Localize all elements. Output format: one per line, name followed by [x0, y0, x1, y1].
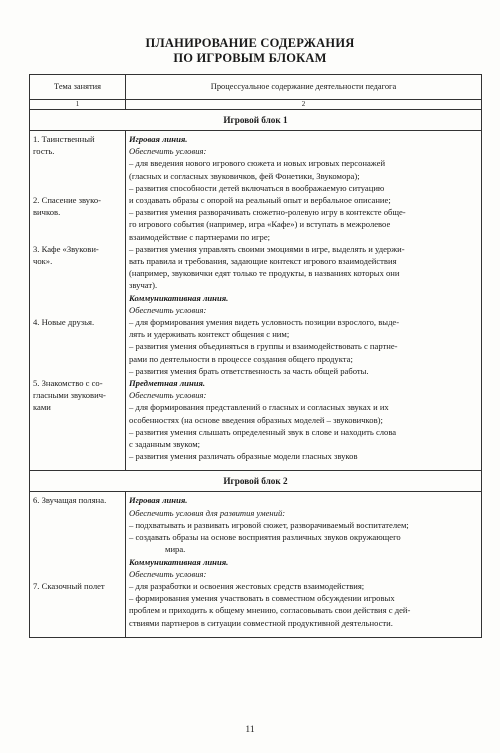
topic-line: 3. Кафе «Звукови-	[33, 243, 99, 254]
conditions-heading: Обеспечить условия для развития умений:	[129, 507, 286, 518]
content-line: – развития умения разворачивать сюжетно-ролевую игру в контексте обще-	[129, 207, 406, 218]
content-line: – подхватывать и развивать игровой сюжет, разворачиваемый воспитателем;	[129, 519, 409, 530]
line-heading: Коммуникативная линия.	[129, 292, 229, 303]
topics-cell	[30, 492, 126, 637]
content-cell	[126, 492, 482, 637]
content-line: звучат).	[129, 280, 158, 291]
topic-line: 6. Звучащая поляна.	[33, 495, 107, 506]
content-line: – развития умения различать образные модели гласных звуков	[129, 451, 358, 462]
topic-line: 4. Новые друзья.	[33, 317, 95, 327]
page-title	[0, 36, 500, 66]
content-line: – для формирования представлений о гласных и согласных звуках и их	[129, 402, 389, 413]
topic-item	[33, 580, 123, 592]
header-topic: Тема занятия	[30, 75, 126, 100]
content-line: – развития умения слышать определенный звук в слове и находить слова	[129, 426, 397, 437]
content-line: – развития умения объединяться в группы и взаимодействовать с партне-	[129, 341, 398, 352]
topic-item	[33, 243, 123, 267]
content-line: – для формирования умения видеть условность позиции взрослого, выде-	[129, 317, 400, 328]
topic-line: 2. Спасение звуко-	[33, 195, 101, 205]
content-line: – развития способности детей включаться в воображаемую ситуацию	[129, 182, 385, 193]
planning-table	[29, 74, 482, 638]
topic-line: гласными звукович-	[33, 390, 106, 401]
block-title-row	[30, 110, 482, 131]
header-content: Процессуальное содержание деятельности педагога	[126, 75, 482, 100]
topic-item	[33, 494, 123, 506]
content-line: мира.	[165, 544, 186, 555]
title-line-2: ПО ИГРОВЫМ БЛОКАМ	[173, 51, 327, 65]
content-line: и создавать образы с опорой на реальный опыт и вербальное описание;	[129, 195, 391, 206]
line-heading: Игровая линия.	[129, 134, 188, 144]
content-line: проблем и приходить к общему мнению, согласовывать свои действия с дей-	[129, 605, 411, 616]
block-content-row	[30, 492, 482, 637]
content-line: рами по деятельности в процессе создания общего продукта;	[129, 353, 353, 364]
column-number-2: 2	[126, 100, 482, 110]
content-line: с заданным звуком;	[129, 439, 201, 450]
content-line: – для разработки и освоения жестовых средств взаимодействия;	[129, 580, 365, 591]
content-line: ствиями партнеров в ситуации совместной продуктивной деятельности.	[129, 617, 393, 628]
conditions-heading: Обеспечить условия:	[129, 304, 207, 315]
line-heading: Игровая линия.	[129, 495, 188, 506]
conditions-heading: Обеспечить условия:	[129, 568, 207, 579]
content-line: (гласных и согласных звуковичков, фей Фонетики, Звукомора);	[129, 170, 360, 181]
column-number-row	[30, 100, 482, 110]
topic-line: чок».	[33, 256, 53, 266]
topic-line: 7. Сказочный полет	[33, 580, 105, 591]
block-title: Игровой блок 2	[30, 471, 482, 492]
content-line: – развития умения управлять своими эмоциями в игре, выделять и удержи-	[129, 243, 405, 254]
content-cell	[126, 131, 482, 471]
topic-item	[33, 133, 123, 157]
topic-item	[33, 316, 123, 328]
content-line: (например, звуковички едят только те продукты, в названиях которых они	[129, 268, 400, 279]
content-line: лять и удерживать контекст общения с ним;	[129, 329, 290, 340]
topic-line: вичков.	[33, 207, 61, 218]
topic-line: ками	[33, 402, 51, 413]
content-line: взаимодействие с партнерами по игре;	[129, 231, 271, 242]
content-line: вать правила и требования, задающие контекст игрового взаимодействия	[129, 256, 397, 267]
line-heading: Предметная линия.	[129, 378, 206, 389]
content-line: – для введения нового игрового сюжета и новых игровых персонажей	[129, 158, 386, 169]
table-header-row	[30, 75, 482, 100]
content-line: особенностях (на основе введения образных моделей – звуковичков);	[129, 414, 383, 425]
block-title: Игровой блок 1	[30, 110, 482, 131]
conditions-heading: Обеспечить условия:	[129, 146, 207, 157]
content-line: го игрового события (например, игра «Кафе») и вступать в межролевое	[129, 219, 391, 230]
topics-cell	[30, 131, 126, 471]
block-content-row	[30, 131, 482, 471]
title-line-1: ПЛАНИРОВАНИЕ СОДЕРЖАНИЯ	[145, 36, 355, 50]
block-title-row	[30, 471, 482, 492]
topic-line: 1. Таинственный	[33, 134, 95, 144]
conditions-heading: Обеспечить условия:	[129, 390, 207, 401]
topic-line: 5. Знакомство с со-	[33, 378, 103, 388]
column-number-1: 1	[30, 100, 126, 110]
topic-item	[33, 377, 123, 414]
topic-line: гость.	[33, 146, 55, 157]
content-line: – формирования умения участвовать в совместном обсуждении игровых	[129, 593, 395, 604]
line-heading: Коммуникативная линия.	[129, 556, 229, 567]
content-line: – создавать образы на основе восприятия различных звуков окружающего	[129, 532, 401, 543]
topic-item	[33, 194, 123, 218]
content-line: – развития умения брать ответственность за часть общей работы.	[129, 365, 369, 376]
page-number: 11	[245, 725, 255, 735]
